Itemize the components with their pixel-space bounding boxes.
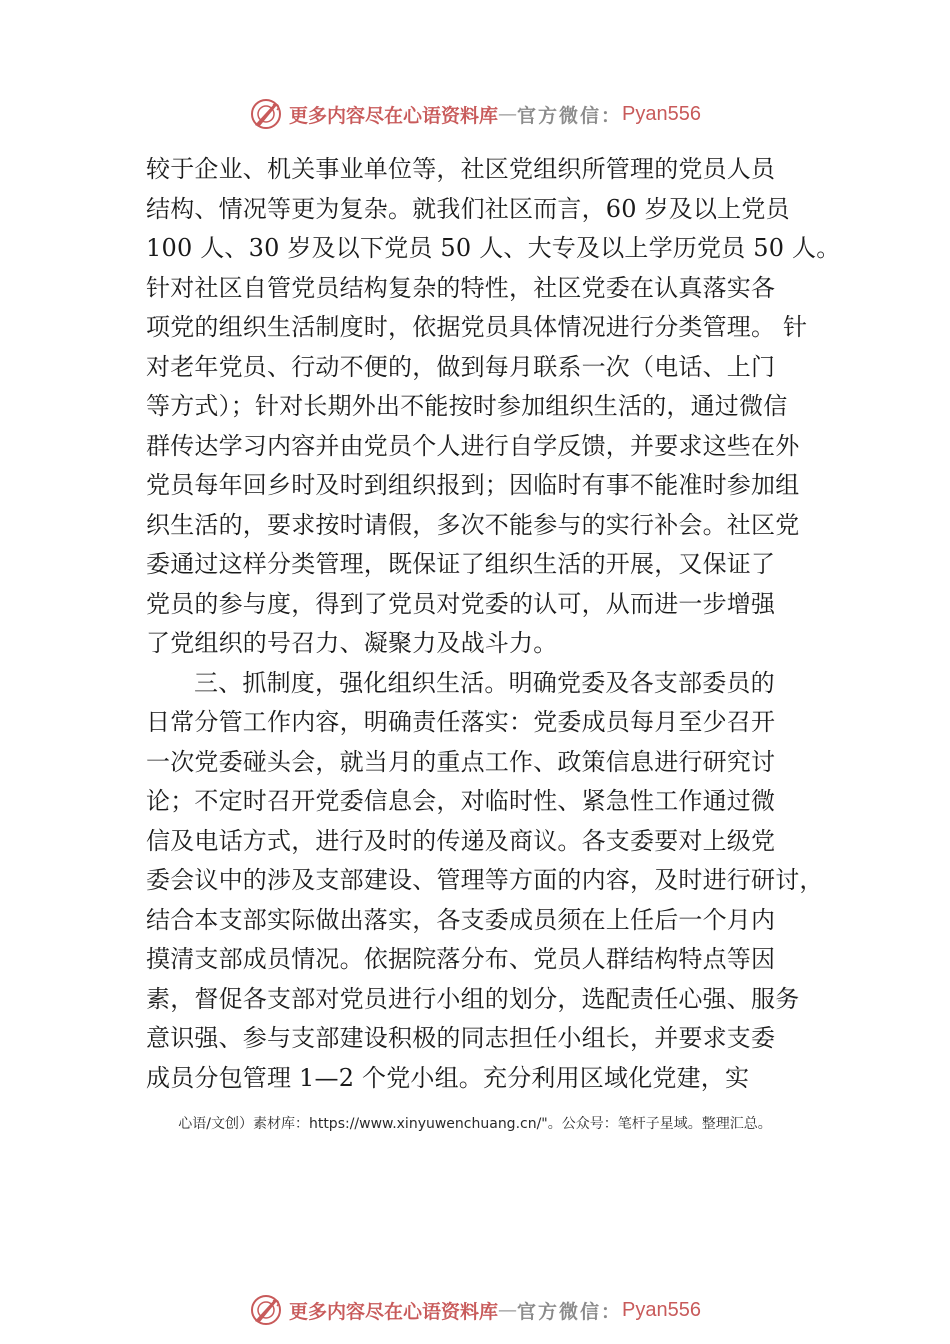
footer-banner xyxy=(0,1290,950,1330)
section-heading-line: 三、抓制度，强化组织生活。明确党委及各支部委员的 xyxy=(194,668,775,697)
banner-official-label: 官方微信： xyxy=(517,104,623,127)
banner-brand-text: 更多内容尽在心语资料库 xyxy=(289,1300,499,1323)
text-line: 了党组织的号召力、凝聚力及战斗力。 xyxy=(146,629,558,657)
text-line: 结合本支部实际做出落实，各支委成员须在上任后一个月内 xyxy=(146,905,776,934)
text-line: 一次党委碰头会，就当月的重点工作、政策信息进行研究讨 xyxy=(146,747,776,776)
text-line: 日常分管工作内容，明确责任落实：党委成员每月至少召开 xyxy=(146,708,776,736)
banner-dash: — xyxy=(498,103,518,125)
text-line: 对老年党员、行动不便的，做到每月联系一次（电话、上门 xyxy=(146,352,776,381)
text-line: 素，督促各支部对党员进行小组的划分，选配责任心强、服务 xyxy=(146,984,800,1013)
document-body xyxy=(146,150,841,1098)
source-footnote: 心语/文创）素材库：https://www.xinyuwenchuang.cn/"。公众号：笔杆子星域。整理汇总。 xyxy=(178,1116,772,1132)
banner-account-id: Pyan556 xyxy=(622,102,701,125)
text-line: 群传达学习内容并由党员个人进行自学反馈，并要求这些在外 xyxy=(146,431,800,460)
text-line: 成员分包管理 1—2 个党小组。充分利用区域化党建，实 xyxy=(146,1063,750,1092)
text-line: 委通过这样分类管理，既保证了组织生活的开展，又保证了 xyxy=(146,550,776,578)
text-line: 党员每年回乡时及时到组织报到；因临时有事不能准时参加组 xyxy=(146,471,800,499)
quill-logo-icon xyxy=(249,1293,283,1327)
text-line: 针对社区自管党员结构复杂的特性，社区党委在认真落实各 xyxy=(146,273,776,302)
text-line: 摸清支部成员情况。依据院落分布、党员人群结构特点等因 xyxy=(146,945,776,973)
text-line: 信及电话方式，进行及时的传递及商议。各支委要对上级党 xyxy=(146,826,776,855)
text-line: 等方式）；针对长期外出不能按时参加组织生活的，通过微信 xyxy=(146,392,788,420)
text-line: 论；不定时召开党委信息会，对临时性、紧急性工作通过微 xyxy=(146,787,776,815)
banner-official-label: 官方微信： xyxy=(517,1300,623,1323)
text-line: 100 人、30 岁及以下党员 50 人、大专及以上学历党员 50 人。 xyxy=(146,234,841,262)
header-banner xyxy=(0,94,950,134)
text-line: 委会议中的涉及支部建设、管理等方面的内容，及时进行研讨， xyxy=(146,866,824,894)
banner-dash: — xyxy=(498,1299,518,1321)
banner-brand-text: 更多内容尽在心语资料库 xyxy=(289,104,499,127)
text-line: 党员的参与度，得到了党员对党委的认可，从而进一步增强 xyxy=(146,589,776,618)
text-line: 结构、情况等更为复杂。就我们社区而言，60 岁及以上党员 xyxy=(146,194,790,223)
text-line: 项党的组织生活制度时，依据党员具体情况进行分类管理。 针 xyxy=(146,313,808,341)
text-line: 织生活的，要求按时请假，多次不能参与的实行补会。社区党 xyxy=(146,510,800,539)
text-line: 意识强、参与支部建设积极的同志担任小组长，并要求支委 xyxy=(146,1024,776,1052)
quill-logo-icon xyxy=(249,97,283,131)
text-line: 较于企业、机关事业单位等，社区党组织所管理的党员人员 xyxy=(146,155,776,183)
banner-account-id: Pyan556 xyxy=(622,1298,701,1321)
